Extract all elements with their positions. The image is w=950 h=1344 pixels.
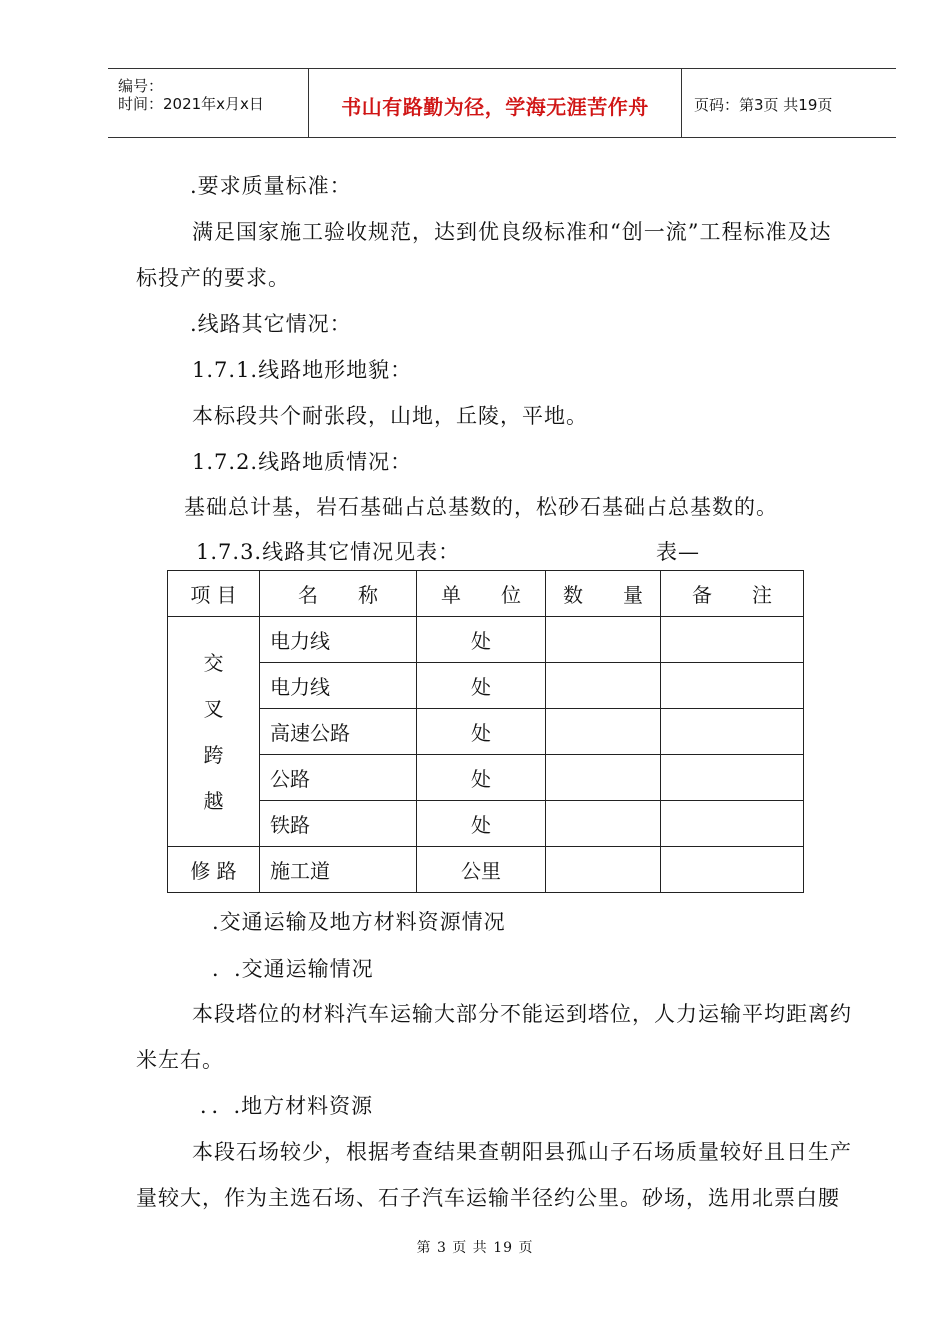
row-note (661, 617, 804, 663)
table-row (168, 617, 804, 663)
table-row (168, 847, 804, 893)
row-unit: 处 (417, 617, 546, 663)
row-quantity (546, 709, 661, 755)
header-page-cell (682, 69, 896, 137)
heading-local-materials: ．．.地方材料资源 (200, 1094, 374, 1118)
row-note (661, 755, 804, 801)
header-note: 备 注 (661, 571, 804, 617)
row-name: 电力线 (260, 663, 417, 709)
paragraph-quality-line2: 标投产的要求。 (136, 266, 290, 290)
row-note (661, 801, 804, 847)
page-header (108, 68, 896, 138)
paragraph-geology: 基础总计基，岩石基础占总基数的，松砂石基础占总基数的。 (184, 495, 778, 519)
row-item: 修 路 (168, 847, 260, 893)
row-unit: 公里 (417, 847, 546, 893)
time-label: 时间：2021年x月x日 (118, 95, 264, 113)
table-row (168, 663, 804, 709)
row-unit: 处 (417, 663, 546, 709)
page-footer: 第 3 页 共 19 页 (416, 1240, 534, 1256)
header-unit: 单 位 (417, 571, 546, 617)
row-quantity (546, 617, 661, 663)
header-name: 名 称 (260, 571, 417, 617)
row-quantity (546, 847, 661, 893)
table-header-row (168, 571, 804, 617)
row-note (661, 709, 804, 755)
row-unit: 处 (417, 801, 546, 847)
heading-other-table: 1.7.3.线路其它情况见表： (196, 540, 461, 564)
row-note (661, 847, 804, 893)
header-motto-cell (309, 69, 682, 137)
paragraph-materials-line2: 量较大，作为主选石场、石子汽车运输半径约公里。砂场，选用北票白腰 (136, 1186, 840, 1210)
page-label: 页码：第3页 共19页 (694, 96, 833, 114)
header-meta-cell (108, 69, 309, 137)
heading-other-conditions: .线路其它情况： (190, 312, 352, 336)
conditions-table (167, 570, 804, 893)
heading-quality-standard: .要求质量标准： (190, 174, 352, 198)
table-label: 表— (656, 540, 700, 564)
heading-transport: ．.交通运输情况 (212, 957, 374, 981)
row-unit: 处 (417, 755, 546, 801)
row-name: 铁路 (260, 801, 417, 847)
motto: 书山有路勤为径，学海无涯苦作舟 (341, 95, 649, 119)
row-name: 公路 (260, 755, 417, 801)
paragraph-quality-line1: 满足国家施工验收规范，达到优良级标准和“创一流”工程标准及达 (192, 220, 832, 244)
heading-terrain: 1.7.1.线路地形地貌： (192, 358, 413, 382)
row-note (661, 663, 804, 709)
row-unit: 处 (417, 709, 546, 755)
paragraph-materials-line1: 本段石场较少，根据考查结果查朝阳县孤山子石场质量较好且日生产 (192, 1140, 852, 1164)
paragraph-transport-line2: 米左右。 (136, 1048, 224, 1072)
table-row (168, 801, 804, 847)
header-quantity: 数 量 (546, 571, 661, 617)
paragraph-transport-line1: 本段塔位的材料汽车运输大部分不能运到塔位，人力运输平均距离约 (192, 1002, 852, 1026)
table-row (168, 709, 804, 755)
table-row (168, 755, 804, 801)
row-quantity (546, 663, 661, 709)
row-name: 施工道 (260, 847, 417, 893)
heading-geology: 1.7.2.线路地质情况： (192, 450, 413, 474)
row-name: 电力线 (260, 617, 417, 663)
row-quantity (546, 801, 661, 847)
paragraph-terrain: 本标段共个耐张段，山地，丘陵，平地。 (192, 404, 588, 428)
row-name: 高速公路 (260, 709, 417, 755)
number-label: 编号： (118, 77, 164, 95)
crossing-group-label: 交 叉 跨 越 (168, 617, 260, 847)
header-item: 项 目 (168, 571, 260, 617)
heading-transport-materials: .交通运输及地方材料资源情况 (212, 910, 506, 934)
row-quantity (546, 755, 661, 801)
